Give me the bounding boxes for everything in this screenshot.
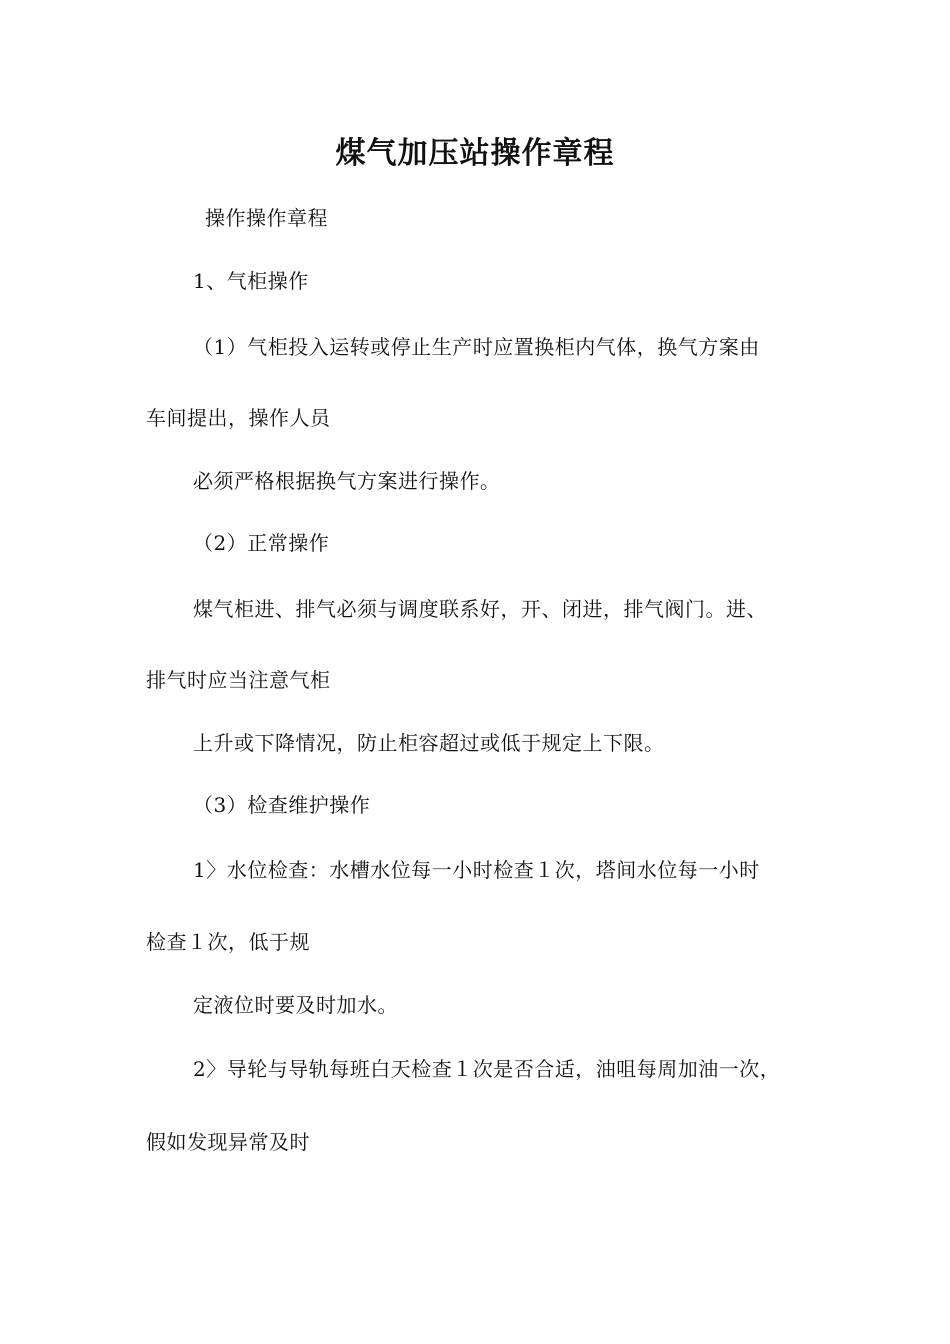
section-heading: 1、气柜操作 (193, 269, 309, 293)
paragraph-line: 假如发现异常及时 (146, 1130, 310, 1154)
paragraph-line: 煤气柜进、排气必须与调度联系好，开、闭进，排气阀门。进、 (193, 597, 767, 621)
document-title: 煤气加压站操作章程 (335, 136, 615, 171)
paragraph-line: 2〉导轮与导轨每班白天检查１次是否合适，油咀每周加油一次， (193, 1057, 781, 1081)
paragraph-line: 定液位时要及时加水。 (193, 993, 398, 1017)
paragraph-line: 1〉水位检查：水槽水位每一小时检查１次，塔间水位每一小时 (193, 858, 760, 882)
paragraph-line: （1）气柜投入运转或停止生产时应置换柜内气体，换气方案由 (193, 335, 760, 359)
paragraph-line: 排气时应当注意气柜 (146, 668, 331, 692)
paragraph-line: 上升或下降情况，防止柜容超过或低于规定上下限。 (193, 731, 665, 755)
paragraph-line: 必须严格根据换气方案进行操作。 (193, 469, 501, 493)
subtitle-line: 操作操作章程 (205, 206, 328, 230)
paragraph-line: 车间提出，操作人员 (146, 406, 331, 430)
subsection-heading: （3）检查维护操作 (193, 793, 371, 817)
subsection-heading: （2）正常操作 (193, 531, 330, 555)
paragraph-line: 检查１次，低于规 (146, 930, 310, 954)
